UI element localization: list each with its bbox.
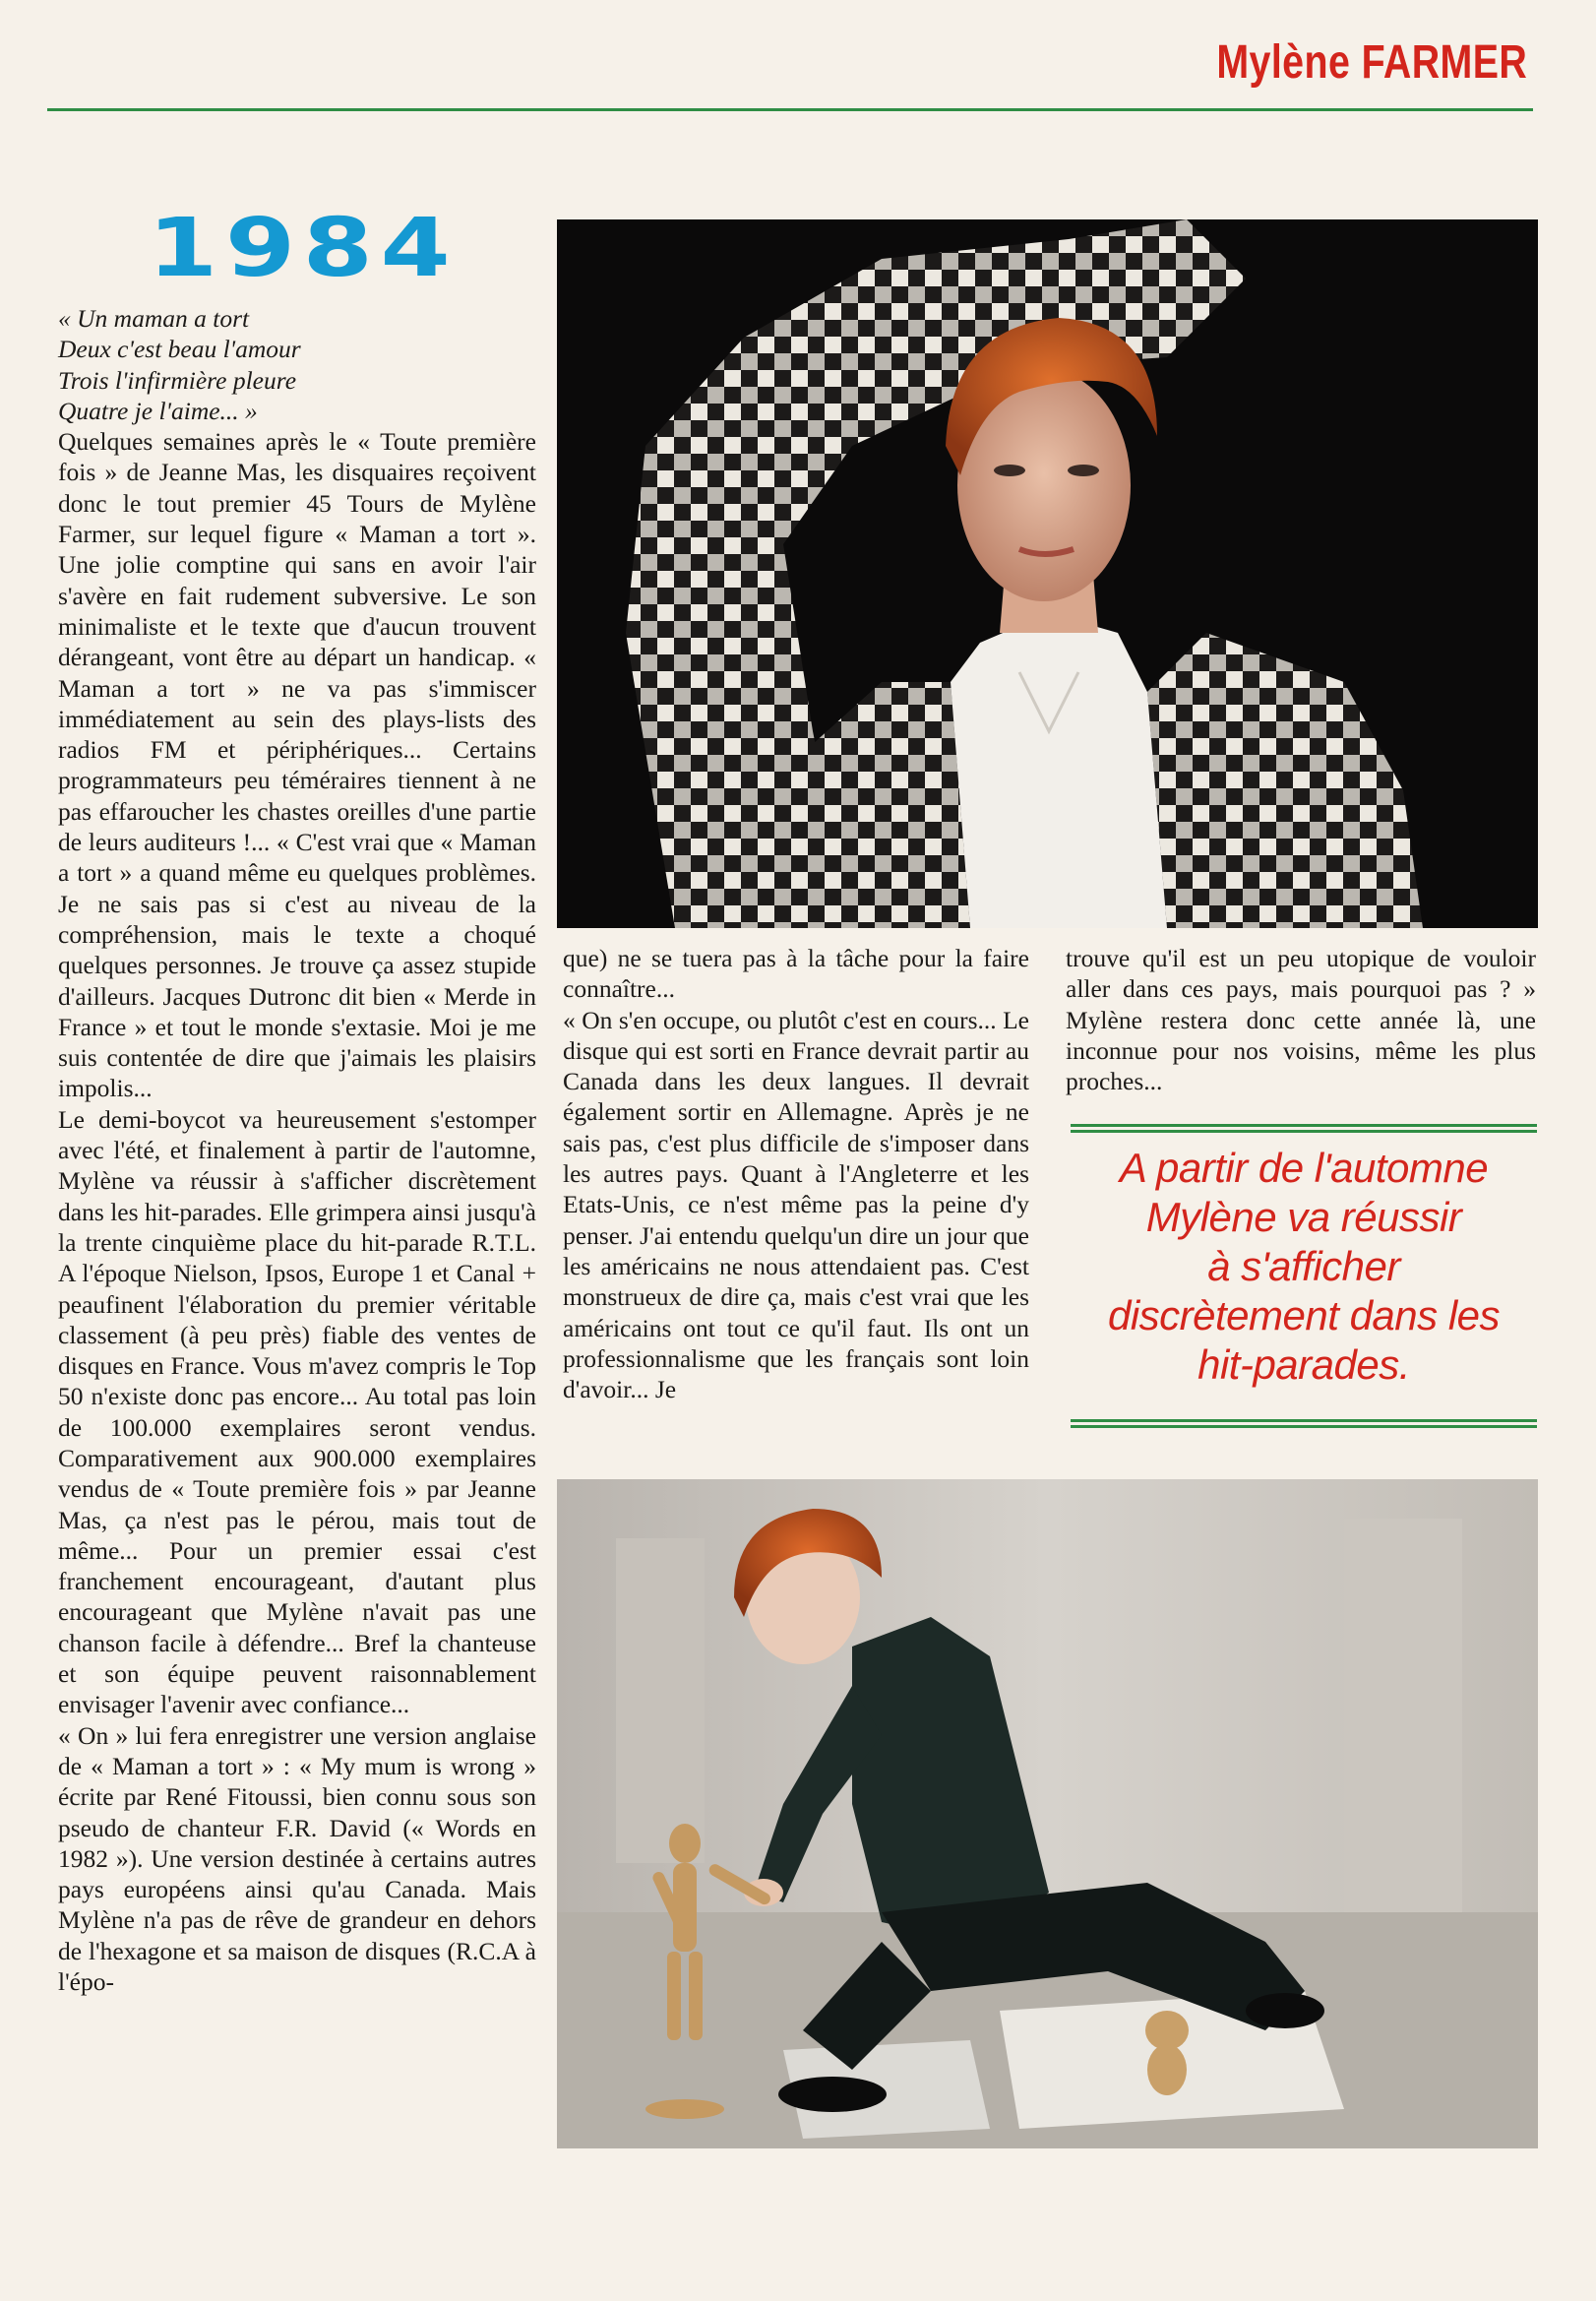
poem-line: « Un maman a tort [58, 304, 250, 333]
body-paragraph: Le demi-boycot va heureusement s'estomper avec l'été, et finalement à partir de l'automne, Mylène va réussir à s'afficher discrètement dans les hit-parades. Elle grimpera ainsi jusqu'à la trente cinquième place du hit-parade R.T.L. A l'époque Nielson, Ipsos, Europe 1 et Canal + peaufinent l'élaboration du premier véritable classement (à peu près) fiable des ventes de disques en France. Vous m'avez compris le Top 50 n'existe donc pas encore... Au total pas loin de 100.000 exemplaires seront vendus. Comparativement aux 900.000 exemplaires vendus de « Toute première fois » par Jeanne Mas, ça n'est pas le pérou, mais tout de même... Pour un premier essai c'est franchement encourageant, d'autant plus encourageant que Mylène n'avait pas une chanson facile à défendre... Bref la chanteuse et son équipe peuvent raisonnablement envisager l'avenir avec confiance... [58, 1104, 536, 1719]
pull-quote [1061, 1144, 1547, 1390]
quote-rule-top [1071, 1124, 1537, 1134]
year-heading: 1984 [148, 202, 459, 295]
quote-rule-bottom [1071, 1419, 1537, 1429]
right-column [1066, 943, 1536, 1096]
pull-quote-line: hit-parades. [1197, 1341, 1410, 1388]
photo-wooden-mannequin [557, 1479, 1538, 2148]
left-column [58, 303, 536, 1997]
body-paragraph: que) ne se tuera pas à la tâche pour la faire connaître... [563, 944, 1029, 1004]
photo-checked-jacket [557, 219, 1538, 928]
body-paragraph: Quelques semaines après le « Toute première fois » de Jeanne Mas, les disquaires reçoivent donc le tout premier 45 Tours de Mylène Farmer, sur lequel figure « Maman a tort ». Une jolie comptine qui sans en avoir l'air s'avère en fait rudement subversive. Le son minimaliste et le texte que d'aucun trouvent dérangeant, vont être au départ un handicap. « Maman a tort » ne va pas s'immiscer immédiatement au sein des plays-lists des radios FM et périphériques... Certains programmateurs peu téméraires tiennent à ne pas effaroucher les chastes oreilles d'une partie de leurs auditeurs !... « C'est vrai que « Maman a tort » a quand même eu quelques problèmes. Je ne sais pas si c'est au niveau de la compréhension, mais le texte a choqué quelques personnes. Je trouve ça assez stupide d'ailleurs. Jacques Dutronc dit bien « Merde in France » et tout le monde s'extasie. Moi je me suis contentée de dire que j'aimais les plaisirs impolis... [58, 427, 536, 1103]
poem-line: Trois l'infirmière pleure [58, 365, 297, 395]
poem-line: Quatre je l'aime... » [58, 396, 258, 425]
poem-line: Deux c'est beau l'amour [58, 335, 301, 364]
header-rule [47, 108, 1533, 111]
pull-quote-line: à s'afficher [1207, 1243, 1400, 1289]
pull-quote-line: A partir de l'automne [1119, 1145, 1489, 1191]
body-paragraph: « On » lui fera enregistrer une version anglaise de « Maman a tort » : « My mum is wrong » écrite par René Fitoussi, bien connu sous son pseudo de chanteur F.R. David (« Words en 1982 »). Une version destinée à certains autres pays européens ainsi qu'au Canada. Mais Mylène n'a pas de rêve de grandeur en dehors de l'hexagone et sa maison de disques (R.C.A à l'épo- [58, 1720, 536, 1997]
pull-quote-line: Mylène va réussir [1145, 1194, 1462, 1240]
body-paragraph: trouve qu'il est un peu utopique de vouloir aller dans ces pays, mais pourquoi pas ? » Mylène restera donc cette année là, une inconnue pour nos voisins, même les plus proches... [1066, 944, 1536, 1096]
pull-quote-line: discrètement dans les [1107, 1292, 1501, 1338]
opening-poem [58, 303, 536, 426]
header-title: Mylène FARMER [1216, 36, 1527, 89]
body-paragraph: « On s'en occupe, ou plutôt c'est en cours... Le disque qui est sorti en France devrait partir au Canada dans les deux langues. Il devrait également sortir en Allemagne. Après je ne sais pas, c'est plus difficile de s'imposer dans les autres pays. Quant à l'Angleterre et les Etats-Unis, ce n'est même pas la peine d'y penser. J'ai entendu quelqu'un dire un jour que les américains ne nous attendaient pas. C'est monstrueux de dire ça, mais c'est vrai que les américains ont tout ce qu'il faut. Ils ont un professionnalisme que les français sont loin d'avoir... Je [563, 1005, 1029, 1404]
middle-column [563, 943, 1029, 1404]
